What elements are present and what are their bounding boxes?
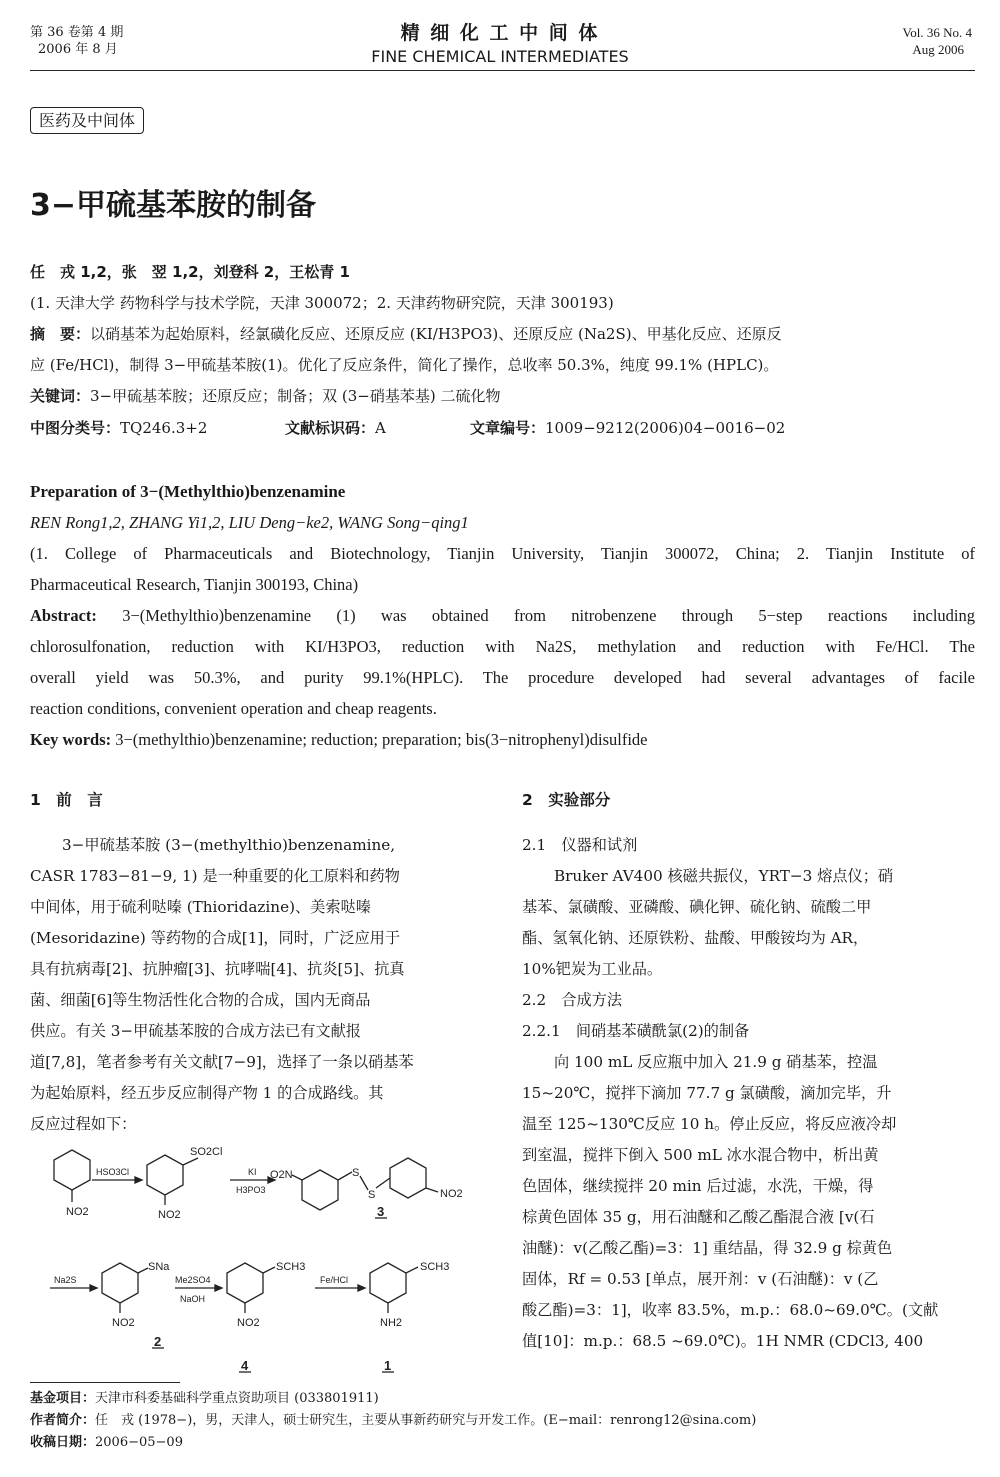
funding-label: 基金项目： bbox=[30, 1391, 96, 1406]
keywords-en-label: Key words: bbox=[30, 730, 112, 749]
author-bio-text: 任 戎 (1978−)，男，天津人，硕士研究生，主要从事新药研究与开发工作。(E−mail：renrong12@sina.com) bbox=[95, 1413, 757, 1428]
intro-line: 具有抗病毒[2]、抗肿瘤[3]、抗哮喘[4]、抗炎[5]、抗真 bbox=[30, 960, 405, 978]
authors-cn: 任 戎 1,2，张 翌 1,2，刘登科 2，王松青 1 bbox=[30, 263, 350, 281]
bond bbox=[263, 1267, 275, 1273]
label-o2n: O2N bbox=[270, 1169, 293, 1181]
abstract-cn-line2: 应 (Fe/HCl)，制得 3−甲硫基苯胺(1)。优化了反应条件，简化了操作，总收率 50.3%，纯度 99.1% (HPLC)。 bbox=[30, 356, 779, 374]
abstract-en-text1: 3−(Methylthio)benzenamine (1) was obtained from nitrobenzene through 5−step reactions including bbox=[96, 606, 975, 625]
reaction-scheme bbox=[30, 1140, 490, 1375]
arrow-head bbox=[215, 1285, 222, 1291]
reagent-na2s: Na2S bbox=[54, 1275, 77, 1285]
intro-line: 中间体，用于硫利哒嗪 (Thioridazine)、美索哒嗪 bbox=[30, 898, 371, 916]
arrow-head bbox=[358, 1285, 365, 1291]
materials-line: 10%钯炭为工业品。 bbox=[522, 960, 663, 978]
authors-en: REN Rong1,2, ZHANG Yi1,2, LIU Deng−ke2, WANG Song−qing1 bbox=[30, 513, 469, 532]
procedure-line: 棕黄色固体 35 g，用石油醚和乙酸乙酯混合液 [v(石 bbox=[522, 1208, 875, 1226]
procedure-line: 15~20℃，搅拌下滴加 77.7 g 氯磺酸，滴加完毕，升 bbox=[522, 1084, 892, 1102]
abstract-en-line4: reaction conditions, convenient operation and cheap reagents. bbox=[30, 699, 437, 718]
article-value: 1009−9212(2006)04−0016−02 bbox=[545, 419, 786, 437]
benzene-ring-nitrobenzene bbox=[54, 1150, 90, 1190]
funding-text: 天津市科委基础科学重点资助项目 (033801911) bbox=[95, 1391, 379, 1406]
reagent-ki: KI bbox=[248, 1167, 257, 1177]
journal-name-en: FINE CHEMICAL INTERMEDIATES bbox=[371, 47, 629, 66]
funding-note bbox=[30, 1388, 756, 1410]
received-date bbox=[30, 1432, 756, 1454]
classification-row bbox=[30, 418, 207, 438]
label-no2: NO2 bbox=[112, 1317, 135, 1329]
bond bbox=[376, 1178, 390, 1188]
bond bbox=[292, 1175, 302, 1180]
section-2-body bbox=[522, 830, 974, 1357]
label-sulfur: S bbox=[352, 1167, 360, 1179]
section-badge bbox=[30, 108, 144, 131]
label-sch3: SCH3 bbox=[420, 1261, 450, 1273]
procedure-line: 向 100 mL 反应瓶中加入 21.9 g 硝基苯，控温 bbox=[554, 1053, 878, 1071]
issue-date: 2006 年 8 月 bbox=[38, 42, 118, 57]
procedure-line: 酸乙酯)=3：1]，收率 83.5%，m.p.：68.0~69.0℃。(文献 bbox=[522, 1301, 939, 1319]
benzene-ring-compound-4 bbox=[227, 1263, 263, 1303]
intro-line: 反应过程如下： bbox=[30, 1115, 137, 1133]
procedure-line: 值[10]：m.p.：68.5 ~69.0℃)。1H NMR (CDCl3, 400 bbox=[522, 1332, 924, 1350]
subsection-2-2-heading: 2.2 合成方法 bbox=[522, 991, 623, 1009]
affiliation-en-line1: (1. College of Pharmaceuticals and Biotechnology, Tianjin University, Tianjin 300072, China; 2. Tianjin Institute of bbox=[30, 544, 975, 563]
abstract-cn-label: 摘 要： bbox=[30, 325, 91, 343]
procedure-line: 固体，Rf = 0.53 [单点，展开剂：v (石油醚)：v (乙 bbox=[522, 1270, 879, 1288]
label-sch3: SCH3 bbox=[276, 1261, 306, 1273]
doc-value: A bbox=[375, 419, 386, 437]
label-no2: NO2 bbox=[440, 1188, 463, 1200]
footnotes bbox=[30, 1388, 756, 1454]
intro-line: CASR 1783−81−9, 1) 是一种重要的化工原料和药物 bbox=[30, 867, 400, 885]
abstract-en-label: Abstract: bbox=[30, 606, 97, 625]
section-1-body bbox=[30, 830, 482, 1140]
article-label: 文章编号： bbox=[470, 419, 546, 437]
bond bbox=[406, 1267, 418, 1273]
arrow-head bbox=[135, 1177, 142, 1183]
author-bio bbox=[30, 1410, 756, 1432]
volume-number: Vol. 36 No. 4 bbox=[902, 25, 972, 40]
issue-number: 第 36 卷第 4 期 bbox=[30, 25, 124, 40]
label-no2: NO2 bbox=[158, 1209, 181, 1221]
affiliation-en-line2: Pharmaceutical Research, Tianjin 300193, China) bbox=[30, 575, 359, 594]
reagent-me2so4: Me2SO4 bbox=[175, 1275, 211, 1285]
intro-line: 为起始原料，经五步反应制得产物 1 的合成路线。其 bbox=[30, 1084, 384, 1102]
abstract-en-line1 bbox=[30, 600, 975, 631]
label-so2cl: SO2Cl bbox=[190, 1146, 223, 1158]
reagent-h3po3: H3PO3 bbox=[236, 1185, 266, 1195]
keywords-en bbox=[30, 724, 648, 755]
volume-info bbox=[903, 24, 972, 58]
issue-info bbox=[30, 24, 123, 58]
journal-name bbox=[300, 18, 700, 66]
reagent-naoh: NaOH bbox=[180, 1294, 206, 1304]
materials-line: Bruker AV400 核磁共振仪，YRT−3 熔点仪；硝 bbox=[554, 867, 894, 885]
keywords-cn-text: 3−甲硫基苯胺；还原反应；制备；双 (3−硝基苯基) 二硫化物 bbox=[90, 387, 501, 405]
journal-name-cn: 精 细 化 工 中 间 体 bbox=[400, 22, 600, 44]
compound-number-1: 1 bbox=[384, 1358, 392, 1373]
abstract-cn-text1: 以硝基苯为起始原料，经氯磺化反应、还原反应 (KI/H3PO3)、还原反应 (Na2S)、甲基化反应、还原反 bbox=[90, 325, 782, 343]
clc-label: 中图分类号： bbox=[30, 419, 121, 437]
article-number bbox=[470, 418, 785, 438]
compound-number-4: 4 bbox=[241, 1358, 249, 1373]
header-rule bbox=[30, 70, 975, 71]
paper-title: 3−甲硫基苯胺的制备 bbox=[30, 188, 317, 223]
doc-label: 文献标识码： bbox=[285, 419, 376, 437]
label-no2: NO2 bbox=[237, 1317, 260, 1329]
section-badge-text: 医药及中间体 bbox=[30, 107, 144, 134]
scheme-structures bbox=[50, 1150, 438, 1372]
footnote-rule bbox=[30, 1382, 180, 1383]
bond bbox=[338, 1172, 352, 1180]
procedure-line: 色固体，继续搅拌 20 min 后过滤，水洗，干燥，得 bbox=[522, 1177, 874, 1195]
bond bbox=[183, 1158, 198, 1165]
intro-line: (Mesoridazine) 等药物的合成[1]，同时，广泛应用于 bbox=[30, 929, 401, 947]
benzene-ring-sodium-salt bbox=[102, 1263, 138, 1303]
materials-line: 基苯、氯磺酸、亚磷酸、碘化钾、硫化钠、硫酸二甲 bbox=[522, 898, 872, 916]
volume-date: Aug 2006 bbox=[912, 42, 964, 57]
section-1-heading: 1 前 言 bbox=[30, 791, 103, 809]
procedure-line: 油醚)：v(乙酸乙酯)=3：1] 重结晶，得 32.9 g 棕黄色 bbox=[522, 1239, 893, 1257]
doc-code bbox=[285, 418, 386, 438]
label-nh2: NH2 bbox=[380, 1317, 403, 1329]
label-no2: NO2 bbox=[66, 1206, 89, 1218]
intro-line: 3−甲硫基苯胺 (3−(methylthio)benzenamine, bbox=[62, 836, 396, 854]
reagent-fe-hcl: Fe/HCl bbox=[320, 1275, 349, 1285]
benzene-ring-compound-3-right bbox=[390, 1158, 426, 1198]
benzene-ring-compound-2 bbox=[147, 1155, 183, 1195]
affiliation-cn: (1. 天津大学 药物科学与技术学院，天津 300072；2. 天津药物研究院，天津 300193) bbox=[30, 294, 614, 312]
intro-line: 菌、细菌[6]等生物活性化合物的合成，国内无商品 bbox=[30, 991, 371, 1009]
label-sulfur: S bbox=[368, 1189, 376, 1201]
arrow-head bbox=[90, 1285, 97, 1291]
reagent-hso3cl: HSO3Cl bbox=[96, 1167, 130, 1177]
abstract-en-line3: overall yield was 50.3%, and purity 99.1%(HPLC). The procedure developed had several advantages of facile bbox=[30, 668, 975, 687]
keywords-en-text: 3−(methylthio)benzenamine; reduction; preparation; bis(3−nitrophenyl)disulfide bbox=[111, 730, 648, 749]
materials-line: 酯、氢氧化钠、还原铁粉、盐酸、甲酸铵均为 AR， bbox=[522, 929, 869, 947]
received-label: 收稿日期： bbox=[30, 1435, 96, 1450]
keywords-cn-label: 关键词： bbox=[30, 387, 91, 405]
subsection-2-2-1-heading: 2.2.1 间硝基苯磺酰氯(2)的制备 bbox=[522, 1022, 750, 1040]
procedure-line: 温至 125~130℃反应 10 h。停止反应，将反应液冷却 bbox=[522, 1115, 897, 1133]
intro-line: 道[7,8]，笔者参考有关文献[7−9]，选择了一条以硝基苯 bbox=[30, 1053, 414, 1071]
benzene-ring-compound-3-left bbox=[302, 1170, 338, 1210]
abstract-en-line2: chlorosulfonation, reduction with KI/H3PO3, reduction with Na2S, methylation and reduction with Fe/HCl. The bbox=[30, 637, 975, 656]
bond bbox=[138, 1268, 148, 1273]
procedure-line: 到室温，搅拌下倒入 500 mL 冰水混合物中，析出黄 bbox=[522, 1146, 879, 1164]
title-en: Preparation of 3−(Methylthio)benzenamine bbox=[30, 482, 346, 501]
intro-line: 供应。有关 3−甲硫基苯胺的合成方法已有文献报 bbox=[30, 1022, 361, 1040]
keywords-cn bbox=[30, 386, 500, 406]
clc-value: TQ246.3+2 bbox=[120, 419, 208, 437]
abstract-cn-line1 bbox=[30, 324, 782, 344]
section-2-heading: 2 实验部分 bbox=[522, 791, 611, 809]
compound-number-2: 2 bbox=[154, 1334, 162, 1349]
bond bbox=[360, 1176, 368, 1190]
label-sna: SNa bbox=[148, 1261, 170, 1273]
subsection-2-1-heading: 2.1 仪器和试剂 bbox=[522, 836, 638, 854]
compound-number-3: 3 bbox=[377, 1204, 385, 1219]
received-value: 2006−05−09 bbox=[95, 1435, 183, 1450]
author-bio-label: 作者简介： bbox=[30, 1413, 96, 1428]
bond bbox=[426, 1188, 438, 1192]
benzene-ring-compound-1 bbox=[370, 1263, 406, 1303]
